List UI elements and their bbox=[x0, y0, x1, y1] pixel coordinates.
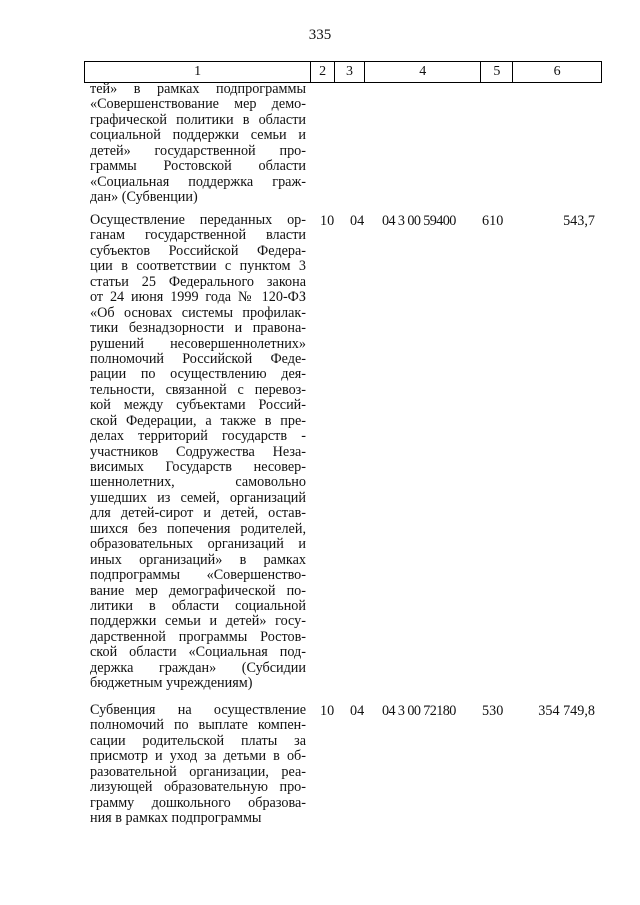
description-line: бюджетным учреждениям) bbox=[90, 675, 253, 692]
description-line: висимых Государств несовер- bbox=[90, 459, 306, 475]
row-2-values bbox=[0, 703, 640, 719]
row-1-values bbox=[0, 213, 640, 229]
row-1-col-3: 04 bbox=[350, 213, 365, 229]
description-line: держка граждан» (Субсидии bbox=[90, 659, 306, 676]
description-line: вание мер демографической по- bbox=[90, 582, 306, 599]
header-col-1: 1 bbox=[85, 62, 311, 82]
description-line: графической политики в области bbox=[90, 111, 306, 128]
description-line: присмотр и уход за детьми в об- bbox=[90, 748, 306, 765]
description-line: рушений несовершеннолетних» bbox=[90, 335, 306, 352]
description-line: подпрограммы «Совершенство- bbox=[90, 567, 306, 584]
row-1-col-2: 10 bbox=[320, 213, 335, 229]
description-line: «Социальная поддержка граж- bbox=[90, 173, 306, 190]
header-col-2: 2 bbox=[311, 62, 335, 82]
description-line: статьи 25 Федерального закона bbox=[90, 273, 306, 290]
header-col-4: 4 bbox=[365, 62, 482, 82]
description-line: шеннолетних, самовольно bbox=[90, 474, 306, 491]
description-line: от 24 июня 1999 года № 120-ФЗ bbox=[90, 289, 306, 306]
header-col-6: 6 bbox=[553, 64, 561, 79]
row-2-col-6: 354 749,8 bbox=[538, 703, 595, 719]
description-line: «Об основах системы профилак- bbox=[90, 304, 306, 321]
description-line: участников Содружества Неза- bbox=[90, 443, 306, 460]
description-line: для детей-сирот и детей, остав- bbox=[90, 505, 306, 522]
description-line: граммы Ростовской области bbox=[90, 158, 306, 175]
description-line: ции в соответствии с пунктом 3 bbox=[90, 258, 306, 275]
description-line: ганам государственной власти bbox=[90, 227, 306, 244]
description-line: иных организаций» в рамках bbox=[90, 551, 306, 568]
description-line: полномочий по выплате компен- bbox=[90, 717, 306, 734]
description-line: дан» (Субвенции) bbox=[90, 189, 198, 206]
description-line: грамму дошкольного образова- bbox=[90, 794, 306, 811]
row-2-col-4: 04 3 00 72180 bbox=[382, 703, 456, 719]
row-0-description bbox=[90, 82, 306, 206]
description-line: литики в области социальной bbox=[90, 597, 306, 614]
description-line: детей» государственной про- bbox=[90, 142, 306, 159]
row-2-col-2: 10 bbox=[320, 703, 335, 719]
row-1-description bbox=[90, 213, 306, 692]
description-line: поддержки семьи и детей» госу- bbox=[90, 613, 306, 630]
row-1-col-6: 543,7 bbox=[563, 213, 595, 229]
description-line: образовательных организаций и bbox=[90, 536, 306, 553]
description-line: ушедших из семей, организаций bbox=[90, 489, 306, 506]
description-line: рации по осуществлению дея- bbox=[90, 366, 306, 383]
description-line: ской Федерации, а также в пре- bbox=[90, 412, 306, 429]
description-line: кой между субъектами Россий- bbox=[90, 397, 306, 414]
row-2-col-3: 04 bbox=[350, 703, 365, 719]
description-line: полномочий Российской Феде- bbox=[90, 350, 306, 367]
description-line: дарственной программы Ростов- bbox=[90, 628, 306, 645]
description-line: ской области «Социальная под- bbox=[90, 644, 306, 661]
description-line: Осуществление переданных ор- bbox=[90, 212, 306, 228]
description-line: лизующей образовательную про- bbox=[90, 779, 306, 796]
description-line: «Совершенствование мер демо- bbox=[90, 96, 306, 113]
description-line: ния в рамках подпрограммы bbox=[90, 810, 262, 827]
header-col-3: 3 bbox=[335, 62, 365, 82]
table-header bbox=[84, 61, 602, 83]
description-line: шихся без попечения родителей, bbox=[90, 520, 306, 537]
description-line: Субвенция на осуществление bbox=[90, 702, 306, 718]
description-line: тей» в рамках подпрограммы bbox=[90, 81, 306, 97]
page-number: 335 bbox=[308, 27, 332, 43]
description-line: субъектов Российской Федера- bbox=[90, 242, 306, 259]
row-2-description bbox=[90, 703, 306, 827]
description-line: разовательной организации, реа- bbox=[90, 763, 306, 780]
header-col-5: 5 bbox=[481, 62, 513, 82]
description-line: делах территорий государств - bbox=[90, 428, 306, 445]
row-1-col-4: 04 3 00 59400 bbox=[382, 213, 456, 229]
description-line: социальной поддержки семьи и bbox=[90, 127, 306, 144]
description-line: тики безнадзорности и правона- bbox=[90, 320, 306, 337]
row-2-col-5: 530 bbox=[482, 703, 504, 719]
description-line: сации родительской платы за bbox=[90, 732, 306, 749]
description-line: тельности, связанной с перевоз- bbox=[90, 381, 306, 398]
row-1-col-5: 610 bbox=[482, 213, 504, 229]
